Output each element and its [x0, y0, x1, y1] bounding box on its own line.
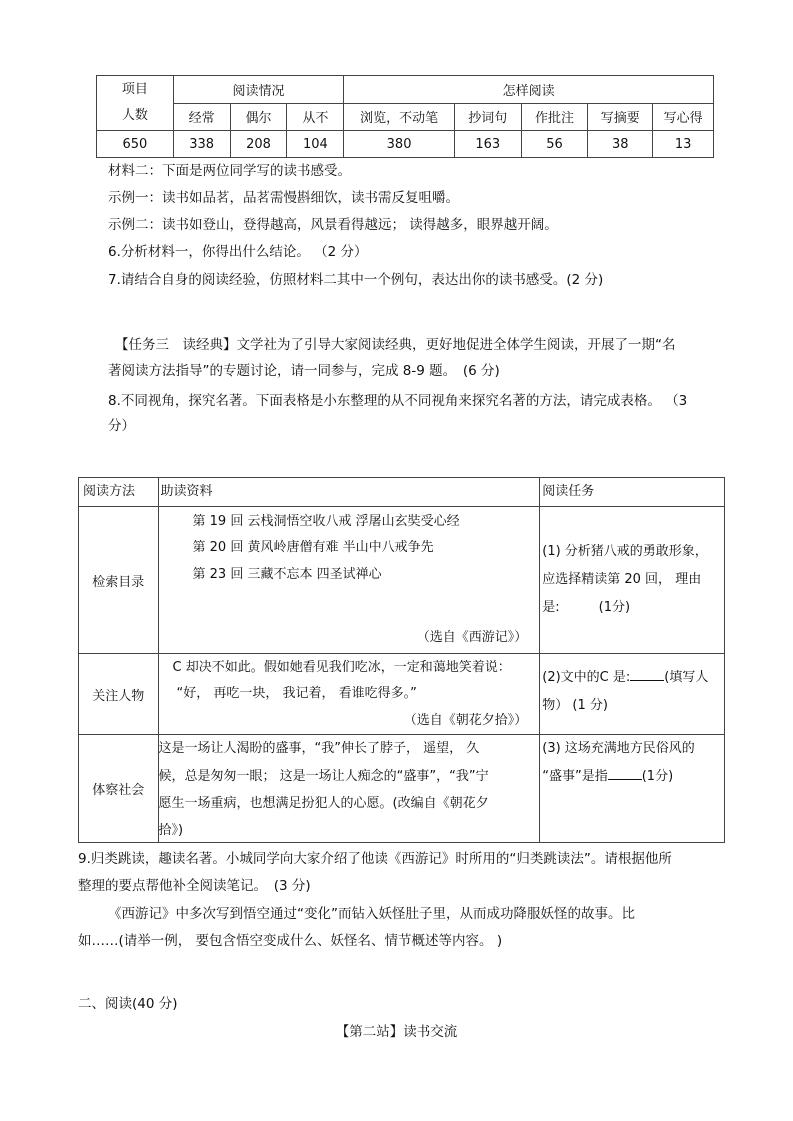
society-text-line4: 拾》)	[158, 823, 184, 838]
subheader-never: 从不	[287, 103, 344, 131]
header-item: 项目	[121, 82, 148, 97]
character-text-line2: “好， 再吃一块， 我记着， 看谁吃得多。”	[176, 686, 417, 701]
task3-line1: 【任务三 读经典】文学社为了引导大家阅读经典，更好地促进全体学生阅读，开展了一期“名	[115, 337, 676, 353]
section-2-title: 二、阅读(40 分)	[78, 996, 178, 1012]
subheader-reflection: 写心得	[653, 103, 714, 131]
task-2-suffix: (填写人	[664, 670, 709, 685]
task3-line2: 著阅读方法指导”的专题讨论，请一同参与，完成 8-9 题。 (6 分)	[108, 363, 500, 379]
header-task: 阅读任务	[540, 478, 725, 507]
society-text-line2: 候，总是匆匆一眼； 这是一场让人痴念的“盛事”，“我”宁	[158, 769, 489, 784]
subheader-often: 经常	[173, 103, 230, 131]
toc-chapter-19: 第 19 回 云栈洞悟空收八戒 浮屠山玄奘受心经	[192, 514, 460, 529]
answer-blank[interactable]	[608, 767, 642, 780]
question-9-line1: 9.归类跳读，趣读名著。小城同学向大家介绍了他读《西游记》时所用的“归类跳读法”。请根据他所	[78, 851, 672, 867]
subheader-annotate: 作批注	[521, 103, 588, 131]
answer-blank[interactable]	[630, 668, 664, 681]
task-1	[540, 507, 725, 654]
material2-example1: 示例一：读书如品茗，品茗需慢斟细饮，读书需反复咀嚼。	[108, 190, 459, 206]
task-3-line2	[542, 765, 673, 784]
character-text-line1: C 却决不如此。假如她看见我们吃冰，一定和蔼地笑着说：	[172, 660, 511, 675]
reading-methods-table	[78, 477, 725, 843]
material2-intro: 材料二：下面是两位同学写的读书感受。	[108, 163, 351, 179]
toc-chapter-20: 第 20 回 黄风岭唐僧有难 半山中八戒争先	[192, 540, 434, 555]
value-often: 338	[173, 131, 230, 158]
question-7: 7.请结合自身的阅读经验，仿照材料二其中一个例句，表达出你的读书感受。(2 分)	[108, 272, 604, 288]
method-search-toc: 检索目录	[79, 507, 159, 654]
value-reflection: 13	[653, 131, 714, 158]
task-2-line2: 物） (1 分)	[542, 698, 608, 713]
value-annotate: 56	[521, 131, 588, 158]
task-2-line1	[542, 666, 708, 685]
task-1-line3: 是: (1分)	[542, 600, 631, 615]
toc-chapter-23: 第 23 回 三藏不忘本 四圣试禅心	[192, 567, 382, 582]
header-reading-situation: 阅读情况	[173, 76, 344, 104]
value-browse: 380	[344, 131, 455, 158]
subheader-sometimes: 偶尔	[230, 103, 287, 131]
method-focus-character: 关注人物	[79, 654, 159, 735]
question-6: 6.分析材料一，你得出什么结论。 （2 分）	[108, 244, 368, 260]
header-people: 人数	[121, 108, 148, 123]
section-2-subtitle: 【第二站】读书交流	[335, 1024, 458, 1040]
task-3-suffix: (1分)	[641, 769, 674, 784]
toc-source: （选自《西游记》）	[416, 630, 528, 645]
material-character	[158, 654, 540, 735]
question-9-line3: 《西游记》中多次写到悟空通过“变化”而钻入妖怪肚子里，从而成功降服妖怪的故事。比	[108, 906, 635, 922]
value-sometimes: 208	[230, 131, 287, 158]
subheader-copy-sentences: 抄词句	[454, 103, 521, 131]
reading-survey-table	[96, 75, 714, 158]
value-never: 104	[287, 131, 344, 158]
question-9-line2: 整理的要点帮他补全阅读笔记。 (3 分)	[78, 878, 311, 894]
header-material: 助读资料	[158, 478, 540, 507]
subheader-summary: 写摘要	[588, 103, 653, 131]
question-8-line2: 分）	[108, 418, 135, 434]
method-observe-society: 体察社会	[79, 735, 159, 843]
task-1-line1: (1) 分析猪八戒的勇敢形象，	[542, 544, 708, 559]
material-toc	[158, 507, 540, 654]
question-8-line1: 8.不同视角，探究名著。下面表格是小东整理的从不同视角来探究名著的方法，请完成表格。 （3	[108, 393, 688, 409]
question-9-line4: 如……(请举一例， 要包含悟空变成什么、妖怪名、情节概述等内容。 )	[78, 933, 503, 949]
subheader-browse: 浏览，不动笔	[344, 103, 455, 131]
task-2-prefix: (2)文中的C 是:	[542, 670, 631, 685]
material2-example2: 示例二：读书如登山，登得越高，风景看得越远； 读得越多，眼界越开阔。	[108, 217, 558, 233]
header-item-people	[97, 76, 174, 131]
task-3-prefix: “盛事”是指	[542, 769, 608, 784]
task-1-line2: 应选择精读第 20 回， 理由	[542, 572, 702, 587]
society-text-line1: 这是一场让人渴盼的盛事，“我”伸长了脖子， 遥望， 久	[158, 741, 480, 756]
value-people: 650	[97, 131, 174, 158]
society-text-line3: 愿生一场重病，也想满足扮犯人的心愿。(改编自《朝花夕	[158, 796, 489, 811]
header-method: 阅读方法	[79, 478, 159, 507]
task-2	[540, 654, 725, 735]
task-3-line1: (3) 这场充满地方民俗风的	[542, 741, 695, 756]
character-source: （选自《朝花夕拾》）	[403, 713, 528, 728]
task-3	[540, 735, 725, 843]
value-copy-sentences: 163	[454, 131, 521, 158]
value-summary: 38	[588, 131, 653, 158]
material-society	[158, 735, 540, 843]
header-how-to-read: 怎样阅读	[344, 76, 714, 104]
